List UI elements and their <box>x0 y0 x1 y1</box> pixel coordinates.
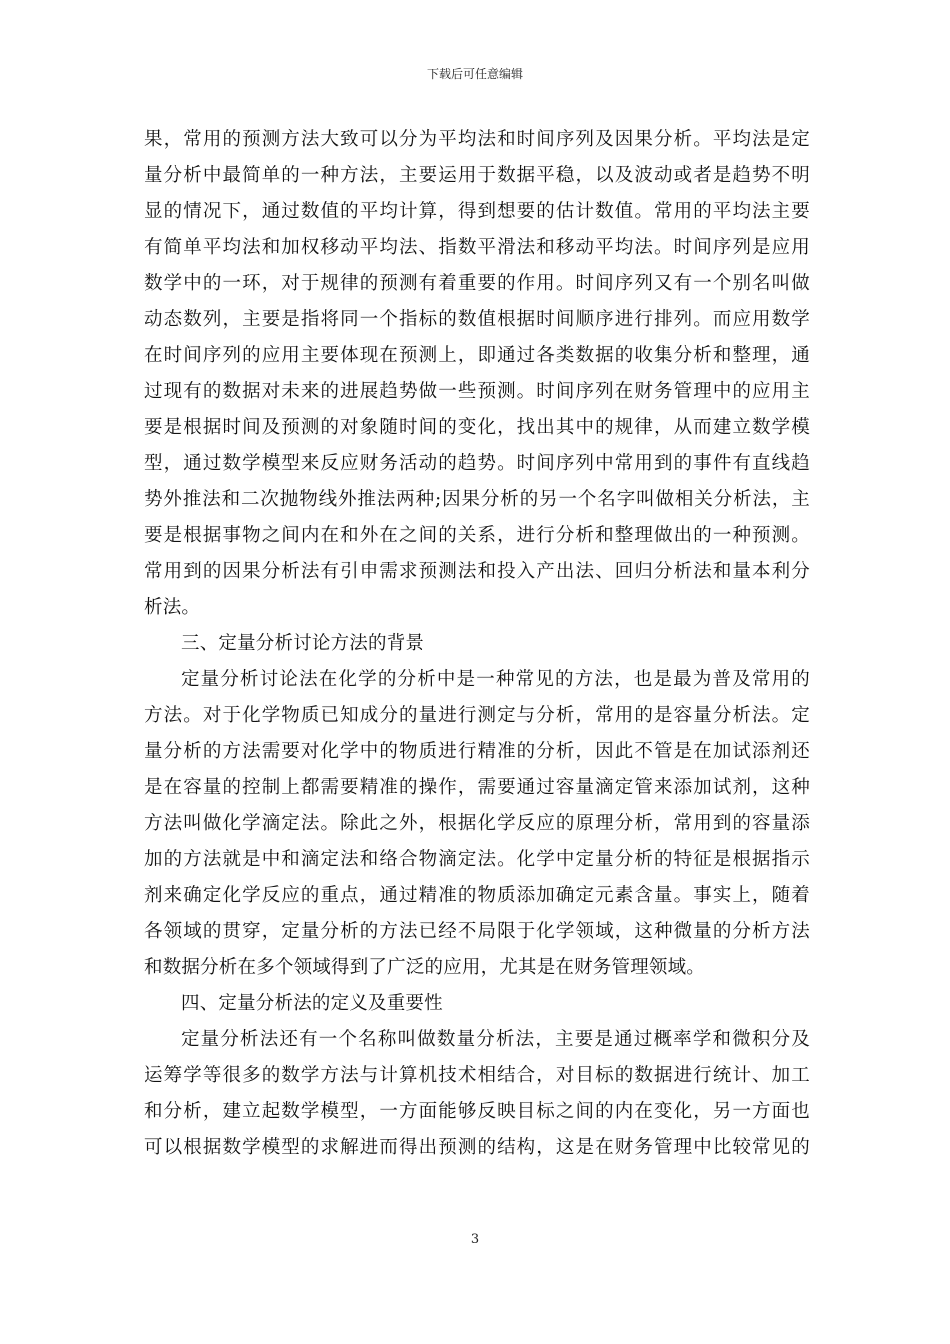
page-number: 3 <box>470 1232 480 1247</box>
text-line: 定量分析法还有一个名称叫做数量分析法，主要是通过概率学和微积分及 <box>181 1029 810 1050</box>
text-line: 和数据分析在多个领域得到了广泛的应用，尤其是在财务管理领域。 <box>144 957 706 978</box>
text-line: 果，常用的预测方法大致可以分为平均法和时间序列及因果分析。平均法是定 <box>144 129 810 150</box>
text-line: 常用到的因果分析法有引申需求预测法和投入产出法、回归分析法和量本利分 <box>144 561 810 582</box>
document-body <box>144 122 810 1166</box>
text-line: 加的方法就是中和滴定法和络合物滴定法。化学中定量分析的特征是根据指示 <box>144 849 810 870</box>
text-line: 在时间序列的应用主要体现在预测上，即通过各类数据的收集分析和整理，通 <box>144 345 810 366</box>
text-line: 数学中的一环，对于规律的预测有着重要的作用。时间序列又有一个别名叫做 <box>144 273 810 294</box>
section-heading-definition: 四、定量分析法的定义及重要性 <box>181 993 443 1014</box>
paragraph-prediction-methods <box>144 122 810 626</box>
text-line: 和分析，建立起数学模型，一方面能够反映目标之间的内在变化，另一方面也 <box>144 1101 810 1122</box>
section-heading-background: 三、定量分析讨论方法的背景 <box>181 633 425 654</box>
text-line: 型，通过数学模型来反应财务活动的趋势。时间序列中常用到的事件有直线趋 <box>144 453 810 474</box>
text-line: 动态数列，主要是指将同一个指标的数值根据时间顺序进行排列。而应用数学 <box>144 309 810 330</box>
text-line: 量分析的方法需要对化学中的物质进行精准的分析，因此不管是在加试添剂还 <box>144 741 810 762</box>
text-line: 运筹学等很多的数学方法与计算机技术相结合，对目标的数据进行统计、加工 <box>144 1065 810 1086</box>
text-line: 方法叫做化学滴定法。除此之外，根据化学反应的原理分析，常用到的容量添 <box>144 813 810 834</box>
text-line: 显的情况下，通过数值的平均计算，得到想要的估计数值。常用的平均法主要 <box>144 201 810 222</box>
paragraph-background <box>144 662 810 986</box>
text-line: 有简单平均法和加权移动平均法、指数平滑法和移动平均法。时间序列是应用 <box>144 237 810 258</box>
text-line: 方法。对于化学物质已知成分的量进行测定与分析，常用的是容量分析法。定 <box>144 705 810 726</box>
text-line: 量分析中最简单的一种方法，主要运用于数据平稳，以及波动或者是趋势不明 <box>144 165 810 186</box>
text-line: 过现有的数据对未来的进展趋势做一些预测。时间序列在财务管理中的应用主 <box>144 381 810 402</box>
text-line: 要是根据时间及预测的对象随时间的变化，找出其中的规律，从而建立数学模 <box>144 417 810 438</box>
text-line: 剂来确定化学反应的重点，通过精准的物质添加确定元素含量。事实上，随着 <box>144 885 810 906</box>
page-header: 下载后可任意编辑 <box>426 67 523 81</box>
text-line: 各领域的贯穿，定量分析的方法已经不局限于化学领域，这种微量的分析方法 <box>144 921 810 942</box>
text-line: 定量分析讨论法在化学的分析中是一种常见的方法，也是最为普及常用的 <box>181 669 810 690</box>
text-line: 可以根据数学模型的求解进而得出预测的结构，这是在财务管理中比较常见的 <box>144 1137 810 1158</box>
paragraph-definition <box>144 1022 810 1166</box>
text-line: 是在容量的控制上都需要精准的操作，需要通过容量滴定管来添加试剂，这种 <box>144 777 810 798</box>
text-line: 要是根据事物之间内在和外在之间的关系，进行分析和整理做出的一种预测。 <box>144 525 810 546</box>
text-line: 析法。 <box>144 597 201 618</box>
text-line: 势外推法和二次抛物线外推法两种;因果分析的另一个名字叫做相关分析法，主 <box>144 489 810 510</box>
